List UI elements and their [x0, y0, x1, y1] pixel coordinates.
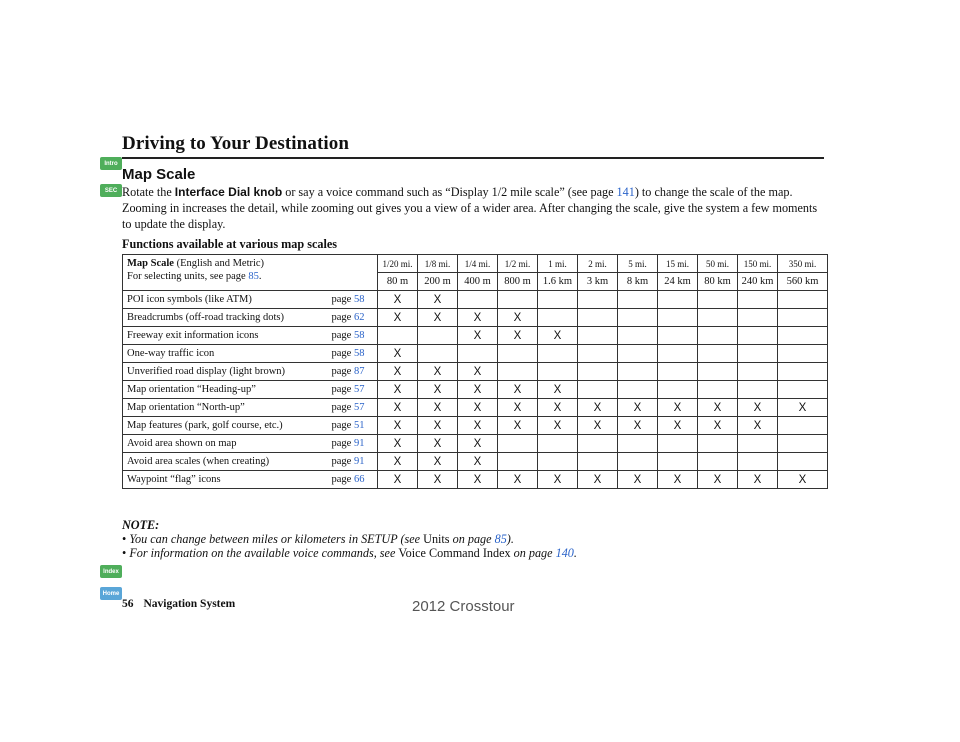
availability-cell: X — [698, 417, 738, 435]
scale-miles-header: 1/8 mi. — [418, 255, 458, 273]
availability-cell — [658, 327, 698, 345]
availability-cell — [578, 327, 618, 345]
note-text: You can change between miles or kilometers in SETUP (see — [129, 532, 424, 546]
availability-cell: X — [458, 399, 498, 417]
availability-cell: X — [658, 471, 698, 489]
availability-cell — [618, 327, 658, 345]
page-reference — [330, 417, 378, 435]
availability-cell — [418, 345, 458, 363]
availability-cell: X — [458, 381, 498, 399]
availability-cell — [538, 435, 578, 453]
interface-dial-knob-label: Interface Dial knob — [174, 185, 283, 199]
function-label: POI icon symbols (like ATM) — [123, 291, 330, 309]
availability-cell: X — [378, 363, 418, 381]
availability-cell — [778, 327, 828, 345]
page-reference — [330, 345, 378, 363]
availability-cell — [658, 381, 698, 399]
availability-cell: X — [578, 399, 618, 417]
availability-cell — [778, 291, 828, 309]
availability-cell — [458, 291, 498, 309]
table-caption: Functions available at various map scales — [122, 237, 337, 251]
availability-cell — [618, 381, 658, 399]
table-row — [123, 327, 828, 345]
availability-cell: X — [618, 417, 658, 435]
availability-cell — [578, 453, 618, 471]
scale-miles-header: 1 mi. — [538, 255, 578, 273]
note-text: ). — [506, 532, 514, 546]
scale-metric-header: 80 m — [378, 273, 418, 291]
page-prefix: page — [331, 456, 354, 467]
function-label: Avoid area shown on map — [123, 435, 330, 453]
page-reference — [330, 399, 378, 417]
page-prefix: page — [331, 438, 354, 449]
availability-cell — [538, 345, 578, 363]
availability-cell — [498, 345, 538, 363]
availability-cell: X — [738, 417, 778, 435]
scale-metric-header: 3 km — [578, 273, 618, 291]
availability-cell: X — [418, 435, 458, 453]
voice-command-index-ref: Voice Command Index — [398, 546, 511, 560]
availability-cell: X — [738, 399, 778, 417]
page-link[interactable]: 87 — [353, 366, 365, 377]
availability-cell: X — [698, 399, 738, 417]
function-label: One-way traffic icon — [123, 345, 330, 363]
availability-cell: X — [538, 399, 578, 417]
availability-cell — [578, 309, 618, 327]
table-row — [123, 345, 828, 363]
map-scale-table — [122, 254, 828, 489]
availability-cell: X — [498, 381, 538, 399]
page-link[interactable]: 58 — [353, 348, 365, 359]
availability-cell — [738, 327, 778, 345]
manual-title: Navigation System — [143, 598, 236, 610]
index-tab[interactable]: Index — [100, 565, 122, 578]
availability-cell: X — [378, 345, 418, 363]
availability-cell: X — [378, 453, 418, 471]
availability-cell — [538, 453, 578, 471]
availability-cell: X — [378, 291, 418, 309]
units-text-end: . — [258, 271, 262, 282]
availability-cell — [778, 345, 828, 363]
page-link-140[interactable]: 140 — [555, 546, 574, 560]
bullet-marker: • — [122, 532, 127, 546]
table-row — [123, 435, 828, 453]
availability-cell — [498, 363, 538, 381]
availability-cell: X — [418, 399, 458, 417]
availability-cell — [738, 381, 778, 399]
scale-metric-header: 200 m — [418, 273, 458, 291]
availability-cell — [578, 345, 618, 363]
intro-text-1: Rotate the — [122, 185, 175, 199]
availability-cell — [498, 291, 538, 309]
availability-cell — [778, 453, 828, 471]
page-reference — [330, 453, 378, 471]
page-reference — [330, 471, 378, 489]
availability-cell — [738, 453, 778, 471]
availability-cell — [418, 327, 458, 345]
availability-cell: X — [538, 417, 578, 435]
availability-cell — [618, 453, 658, 471]
table-row — [123, 363, 828, 381]
page-prefix: page — [331, 474, 354, 485]
availability-cell: X — [698, 471, 738, 489]
function-label: Avoid area scales (when creating) — [123, 453, 330, 471]
availability-cell — [498, 453, 538, 471]
availability-cell — [698, 435, 738, 453]
availability-cell: X — [418, 291, 458, 309]
availability-cell — [738, 363, 778, 381]
availability-cell — [578, 291, 618, 309]
scale-metric-header: 400 m — [458, 273, 498, 291]
page-reference — [330, 291, 378, 309]
availability-cell — [578, 381, 618, 399]
availability-cell — [778, 363, 828, 381]
availability-cell: X — [378, 435, 418, 453]
miles-header-row — [123, 255, 828, 273]
availability-cell: X — [658, 417, 698, 435]
page-reference — [330, 327, 378, 345]
availability-cell — [778, 309, 828, 327]
availability-cell — [698, 453, 738, 471]
scale-miles-header: 5 mi. — [618, 255, 658, 273]
page-link[interactable]: 57 — [353, 384, 365, 395]
availability-cell: X — [378, 399, 418, 417]
page-prefix: page — [331, 294, 354, 305]
page-link[interactable]: 58 — [353, 330, 365, 341]
page-prefix: page — [331, 348, 354, 359]
availability-cell: X — [418, 309, 458, 327]
availability-cell — [658, 345, 698, 363]
table-row — [123, 291, 828, 309]
units-ref: Units — [423, 532, 450, 546]
page-link[interactable]: 91 — [353, 438, 365, 449]
availability-cell — [698, 291, 738, 309]
page-link[interactable]: 66 — [353, 474, 365, 485]
availability-cell: X — [418, 381, 458, 399]
header-rule — [122, 157, 824, 159]
availability-cell: X — [458, 435, 498, 453]
availability-cell — [618, 291, 658, 309]
function-label: Breadcrumbs (off-road tracking dots) — [123, 309, 330, 327]
table-row — [123, 381, 828, 399]
availability-cell: X — [418, 417, 458, 435]
availability-cell: X — [458, 417, 498, 435]
availability-cell: X — [538, 381, 578, 399]
availability-cell: X — [538, 471, 578, 489]
note-title: NOTE: — [122, 518, 160, 532]
table-row — [123, 309, 828, 327]
scale-miles-header: 50 mi. — [698, 255, 738, 273]
table-row — [123, 453, 828, 471]
page-title: Driving to Your Destination — [122, 133, 350, 154]
availability-cell — [578, 363, 618, 381]
availability-cell: X — [778, 399, 828, 417]
table-row — [123, 471, 828, 489]
intro-text-2: or say a voice command such as “Display 1/2 mile scale” (see page — [282, 185, 617, 199]
availability-cell — [458, 345, 498, 363]
availability-cell — [778, 435, 828, 453]
availability-cell: X — [418, 471, 458, 489]
page-link[interactable]: 91 — [353, 456, 365, 467]
availability-cell — [658, 291, 698, 309]
page-link-141[interactable]: 141 — [616, 185, 635, 199]
availability-cell: X — [538, 327, 578, 345]
intro-text-3: ) to change the scale of the map. Zooming in increases the detail, while zooming out gives you a view of a wider area. After changing the scale, give the system a few moments to update the display. — [122, 185, 818, 231]
note-item-voice-commands — [122, 546, 827, 560]
map-scale-header — [123, 255, 378, 291]
availability-cell: X — [418, 453, 458, 471]
scale-metric-header: 800 m — [498, 273, 538, 291]
availability-cell — [658, 309, 698, 327]
scale-miles-header: 150 mi. — [738, 255, 778, 273]
availability-cell: X — [458, 471, 498, 489]
availability-cell: X — [498, 327, 538, 345]
availability-cell: X — [658, 399, 698, 417]
availability-cell — [538, 291, 578, 309]
availability-cell — [698, 309, 738, 327]
availability-cell: X — [618, 471, 658, 489]
function-label: Waypoint “flag” icons — [123, 471, 330, 489]
availability-cell — [778, 417, 828, 435]
scale-metric-header: 1.6 km — [538, 273, 578, 291]
availability-cell: X — [458, 327, 498, 345]
availability-cell — [738, 291, 778, 309]
availability-cell — [378, 327, 418, 345]
page-reference — [330, 309, 378, 327]
page-reference — [330, 381, 378, 399]
function-label: Freeway exit information icons — [123, 327, 330, 345]
note-text: on page — [510, 546, 556, 560]
page-number: 56 — [122, 598, 134, 610]
page-prefix: page — [331, 312, 354, 323]
scale-metric-header: 80 km — [698, 273, 738, 291]
availability-cell — [578, 435, 618, 453]
availability-cell: X — [458, 363, 498, 381]
availability-cell: X — [618, 399, 658, 417]
scale-metric-header: 240 km — [738, 273, 778, 291]
note-text: on page — [449, 532, 495, 546]
page-link[interactable]: 62 — [353, 312, 365, 323]
page-link-85-note[interactable]: 85 — [494, 532, 507, 546]
note-text: . — [573, 546, 577, 560]
scale-metric-header: 560 km — [778, 273, 828, 291]
availability-cell: X — [778, 471, 828, 489]
page-prefix: page — [331, 384, 354, 395]
scale-metric-header: 24 km — [658, 273, 698, 291]
function-label: Map orientation “North-up” — [123, 399, 330, 417]
scale-miles-header: 2 mi. — [578, 255, 618, 273]
note-text: For information on the available voice commands, see — [129, 546, 399, 560]
availability-cell — [658, 363, 698, 381]
page-reference — [330, 435, 378, 453]
intro-tab[interactable]: Intro — [100, 157, 122, 170]
page-footer — [122, 598, 235, 610]
page-reference — [330, 363, 378, 381]
availability-cell: X — [378, 417, 418, 435]
availability-cell: X — [458, 453, 498, 471]
availability-cell: X — [418, 363, 458, 381]
availability-cell — [738, 435, 778, 453]
table-row — [123, 417, 828, 435]
section-title: Map Scale — [122, 166, 196, 183]
availability-cell — [658, 435, 698, 453]
availability-cell — [618, 345, 658, 363]
scale-metric-header: 8 km — [618, 273, 658, 291]
scale-miles-header: 15 mi. — [658, 255, 698, 273]
page-prefix: page — [331, 420, 354, 431]
availability-cell: X — [498, 471, 538, 489]
table-row — [123, 399, 828, 417]
scale-miles-header: 350 mi. — [778, 255, 828, 273]
page-prefix: page — [331, 330, 354, 341]
availability-cell — [618, 435, 658, 453]
availability-cell: X — [498, 399, 538, 417]
availability-cell — [618, 363, 658, 381]
availability-cell — [698, 381, 738, 399]
scale-miles-header: 1/20 mi. — [378, 255, 418, 273]
availability-cell — [698, 345, 738, 363]
function-label: Map features (park, golf course, etc.) — [123, 417, 330, 435]
availability-cell — [538, 309, 578, 327]
map-scale-label-rest: (English and Metric) — [173, 258, 265, 269]
availability-cell — [498, 435, 538, 453]
page-link[interactable]: 58 — [353, 294, 365, 305]
function-label: Map orientation “Heading-up” — [123, 381, 330, 399]
availability-cell — [738, 345, 778, 363]
availability-cell — [538, 363, 578, 381]
availability-cell — [738, 309, 778, 327]
availability-cell — [618, 309, 658, 327]
sec-tab[interactable]: SEC — [100, 184, 122, 197]
availability-cell — [658, 453, 698, 471]
note-block — [122, 518, 827, 560]
availability-cell: X — [498, 309, 538, 327]
note-item-units — [122, 532, 827, 546]
availability-cell: X — [458, 309, 498, 327]
availability-cell: X — [378, 309, 418, 327]
page-prefix: page — [331, 366, 354, 377]
availability-cell: X — [378, 381, 418, 399]
bullet-marker: • — [122, 546, 127, 560]
page-link-85[interactable]: 85 — [248, 271, 259, 282]
scale-miles-header: 1/2 mi. — [498, 255, 538, 273]
availability-cell: X — [578, 417, 618, 435]
availability-cell: X — [498, 417, 538, 435]
function-label: Unverified road display (light brown) — [123, 363, 330, 381]
units-text: For selecting units, see page — [127, 271, 249, 282]
page-prefix: page — [331, 402, 354, 413]
availability-cell: X — [738, 471, 778, 489]
availability-cell — [698, 327, 738, 345]
page-link[interactable]: 57 — [353, 402, 365, 413]
scale-miles-header: 1/4 mi. — [458, 255, 498, 273]
home-tab[interactable]: Home — [100, 587, 122, 600]
page-link[interactable]: 51 — [353, 420, 365, 431]
availability-cell — [778, 381, 828, 399]
availability-cell — [698, 363, 738, 381]
map-scale-label: Map Scale — [127, 258, 174, 269]
availability-cell: X — [378, 471, 418, 489]
intro-paragraph — [122, 184, 827, 232]
watermark: 2012 Crosstour — [412, 598, 515, 615]
availability-cell: X — [578, 471, 618, 489]
